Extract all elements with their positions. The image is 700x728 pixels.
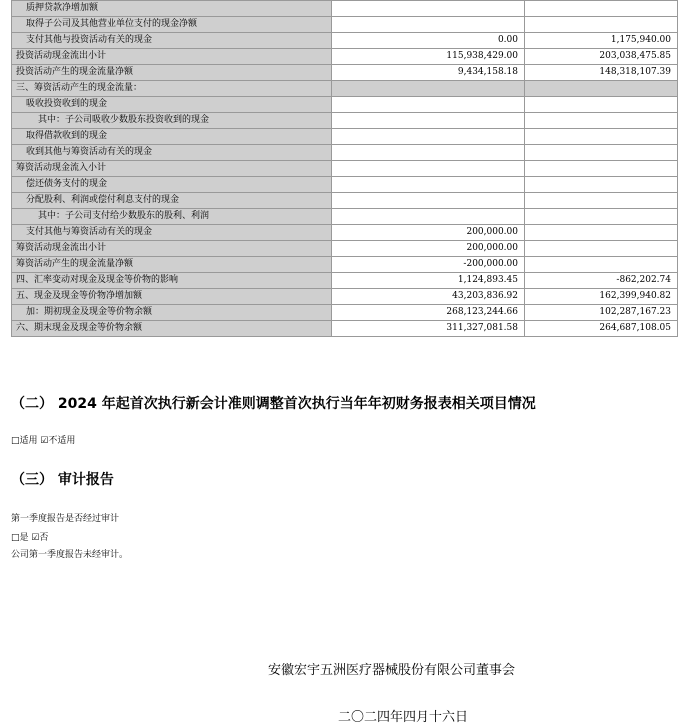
prior-period-value [525,17,678,33]
audit-question: 第一季度报告是否经过审计 [11,514,120,524]
row-label: 收到其他与筹资活动有关的现金 [12,145,332,161]
row-label: 四、汇率变动对现金及现金等价物的影响 [12,273,332,289]
table-row [12,161,678,177]
prior-period-value [525,225,678,241]
row-label: 投资活动现金流出小计 [12,49,332,65]
current-period-value: 311,327,081.58 [332,321,525,337]
table-row [12,33,678,49]
table-row [12,81,678,97]
prior-period-value [525,113,678,129]
cash-flow-table [11,0,678,337]
table-row [12,225,678,241]
row-label: 分配股利、利润或偿付利息支付的现金 [12,193,332,209]
current-period-value: 0.00 [332,33,525,49]
row-label: 五、现金及现金等价物净增加额 [12,289,332,305]
table-row [12,273,678,289]
prior-period-value [525,209,678,225]
prior-period-value: 1,175,940.00 [525,33,678,49]
row-label: 质押贷款净增加额 [12,1,332,17]
current-period-value: 1,124,893.45 [332,273,525,289]
prior-period-value: 162,399,940.82 [525,289,678,305]
prior-period-value [525,145,678,161]
row-label: 支付其他与投资活动有关的现金 [12,33,332,49]
prior-period-value: -862,202.74 [525,273,678,289]
current-period-value [332,113,525,129]
table-row [12,97,678,113]
current-period-value [332,209,525,225]
current-period-value [332,145,525,161]
current-period-value: 9,434,158.18 [332,65,525,81]
prior-period-value [525,161,678,177]
table-row [12,65,678,81]
prior-period-value [525,177,678,193]
current-period-value: -200,000.00 [332,257,525,273]
section-2-applicability: □适用 ☑不适用 [11,436,76,446]
row-label: 其中：子公司吸收少数股东投资收到的现金 [12,113,332,129]
current-period-value [332,17,525,33]
row-label: 吸收投资收到的现金 [12,97,332,113]
current-period-value: 200,000.00 [332,241,525,257]
current-period-value [332,129,525,145]
prior-period-value [525,81,678,97]
row-label: 加：期初现金及现金等价物余额 [12,305,332,321]
prior-period-value [525,241,678,257]
prior-period-value: 203,038,475.85 [525,49,678,65]
prior-period-value [525,193,678,209]
audit-choice: □是 ☑否 [11,533,49,543]
row-label: 投资活动产生的现金流量净额 [12,65,332,81]
prior-period-value [525,97,678,113]
row-label: 三、筹资活动产生的现金流量： [12,81,332,97]
table-row [12,209,678,225]
current-period-value [332,1,525,17]
current-period-value: 200,000.00 [332,225,525,241]
current-period-value [332,177,525,193]
prior-period-value [525,1,678,17]
signature-company: 安徽宏宇五洲医疗器械股份有限公司董事会 [268,663,516,678]
row-label: 筹资活动现金流出小计 [12,241,332,257]
prior-period-value: 264,687,108.05 [525,321,678,337]
current-period-value: 115,938,429.00 [332,49,525,65]
prior-period-value [525,129,678,145]
current-period-value [332,97,525,113]
row-label: 偿还债务支付的现金 [12,177,332,193]
signature-date: 二〇二四年四月十六日 [338,710,469,725]
table-row [12,17,678,33]
table-row [12,257,678,273]
table-row [12,1,678,17]
cash-flow-table-body [12,1,678,337]
section-3-title: （三） 审计报告 [11,472,114,488]
prior-period-value: 148,318,107.39 [525,65,678,81]
prior-period-value: 102,287,167.23 [525,305,678,321]
current-period-value [332,161,525,177]
current-period-value: 43,203,836.92 [332,289,525,305]
row-label: 取得子公司及其他营业单位支付的现金净额 [12,17,332,33]
row-label: 支付其他与筹资活动有关的现金 [12,225,332,241]
row-label: 取得借款收到的现金 [12,129,332,145]
current-period-value: 268,123,244.66 [332,305,525,321]
row-label: 六、期末现金及现金等价物余额 [12,321,332,337]
table-row [12,241,678,257]
row-label: 筹资活动现金流入小计 [12,161,332,177]
table-row [12,49,678,65]
prior-period-value [525,257,678,273]
table-row [12,177,678,193]
table-row [12,321,678,337]
table-row [12,145,678,161]
current-period-value [332,193,525,209]
table-row [12,289,678,305]
row-label: 其中：子公司支付给少数股东的股利、利润 [12,209,332,225]
section-2-title: （二） 2024 年起首次执行新会计准则调整首次执行当年年初财务报表相关项目情况 [11,396,536,412]
table-row [12,193,678,209]
table-row [12,113,678,129]
table-row [12,129,678,145]
audit-statement: 公司第一季度报告未经审计。 [11,550,129,560]
current-period-value [332,81,525,97]
row-label: 筹资活动产生的现金流量净额 [12,257,332,273]
table-row [12,305,678,321]
